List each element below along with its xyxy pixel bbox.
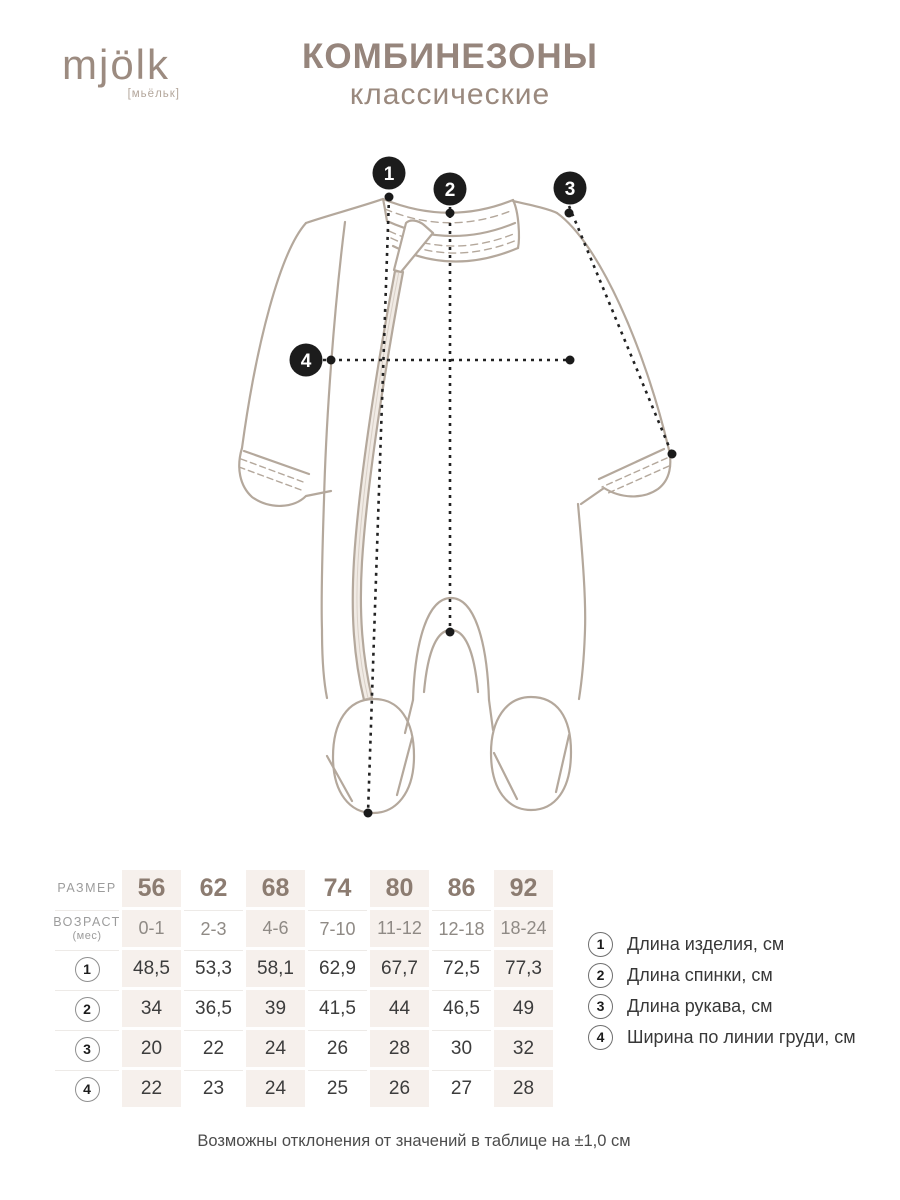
table-value: 23 <box>202 1078 225 1099</box>
marker-4: 4 <box>300 351 312 372</box>
age-value: 11-12 <box>377 918 422 938</box>
table-value: 27 <box>450 1078 473 1099</box>
legend-item <box>588 932 856 956</box>
measure-line-3 <box>569 206 672 454</box>
size-80: 80 <box>385 874 414 902</box>
size-56: 56 <box>137 874 166 902</box>
brand-logo-word: mjölk <box>62 41 171 88</box>
measurement-markers <box>290 157 587 377</box>
marker-2: 2 <box>444 180 456 201</box>
age-value: 7-10 <box>319 918 356 939</box>
table-value: 72,5 <box>443 958 480 979</box>
row-number-badge: 3 <box>75 1037 100 1062</box>
table-value: 44 <box>388 997 411 1019</box>
legend-label: Длина спинки, см <box>627 964 773 985</box>
legend-item <box>588 963 856 987</box>
legend-label: Длина изделия, см <box>627 933 785 954</box>
legend-label: Ширина по линии груди, см <box>627 1026 856 1047</box>
marker-1: 1 <box>383 164 395 185</box>
legend-number-badge: 4 <box>588 1025 613 1050</box>
table-value: 22 <box>140 1077 163 1099</box>
table-value: 77,3 <box>505 957 542 979</box>
garment-outline <box>239 199 670 813</box>
table-value: 26 <box>326 1038 349 1059</box>
marker-3: 3 <box>564 179 576 200</box>
measurement-endpoints <box>327 193 677 818</box>
table-value: 32 <box>512 1037 535 1059</box>
measure-line-1 <box>368 197 389 813</box>
age-value: 18-24 <box>500 918 547 938</box>
tolerance-note: Возможны отклонения от значений в таблице на ±1,0 см <box>197 1132 631 1150</box>
measurement-legend <box>588 932 856 1049</box>
age-value: 0-1 <box>138 918 165 938</box>
size-table <box>55 870 553 1107</box>
table-value: 36,5 <box>195 998 232 1019</box>
table-value: 24 <box>264 1037 287 1059</box>
table-value: 53,3 <box>195 958 232 979</box>
brand-logo-transcription: [мьёльк] <box>127 88 180 100</box>
age-row-label: ВОЗРАСТ (мес) <box>53 915 121 942</box>
size-68: 68 <box>261 874 290 902</box>
legend-number-badge: 1 <box>588 932 613 957</box>
row-number-badge: 4 <box>75 1077 100 1102</box>
row-number-badge: 1 <box>75 957 100 982</box>
table-value: 28 <box>388 1037 411 1059</box>
table-value: 41,5 <box>319 998 356 1019</box>
size-74: 74 <box>323 874 352 902</box>
page-title-block <box>0 38 900 112</box>
table-value: 30 <box>450 1038 473 1059</box>
table-value: 25 <box>326 1078 349 1099</box>
table-value: 46,5 <box>443 998 480 1019</box>
table-value: 22 <box>202 1038 225 1059</box>
table-value: 48,5 <box>133 957 170 979</box>
table-value: 24 <box>264 1077 287 1099</box>
size-row-label: РАЗМЕР <box>57 881 117 896</box>
table-value: 62,9 <box>319 958 356 979</box>
size-86: 86 <box>447 874 476 902</box>
page-title: КОМБИНЕЗОНЫ <box>302 37 598 76</box>
legend-number-badge: 3 <box>588 994 613 1019</box>
age-value: 4-6 <box>262 918 289 938</box>
size-92: 92 <box>509 874 538 902</box>
size-62: 62 <box>199 874 228 902</box>
legend-number-badge: 2 <box>588 963 613 988</box>
age-value: 12-18 <box>438 918 485 939</box>
table-value: 39 <box>264 997 287 1019</box>
table-value: 28 <box>512 1077 535 1099</box>
legend-item <box>588 994 856 1018</box>
page-subtitle: классические <box>349 77 551 111</box>
legend-item <box>588 1025 856 1049</box>
garment-measurement-diagram <box>200 150 720 840</box>
row-number-badge: 2 <box>75 997 100 1022</box>
table-value: 34 <box>140 997 163 1019</box>
age-value: 2-3 <box>200 918 227 939</box>
table-value: 58,1 <box>257 957 294 979</box>
table-value: 20 <box>140 1037 163 1059</box>
legend-label: Длина рукава, см <box>627 995 773 1016</box>
table-value: 49 <box>512 997 535 1019</box>
table-value: 67,7 <box>381 957 418 979</box>
table-value: 26 <box>388 1077 411 1099</box>
